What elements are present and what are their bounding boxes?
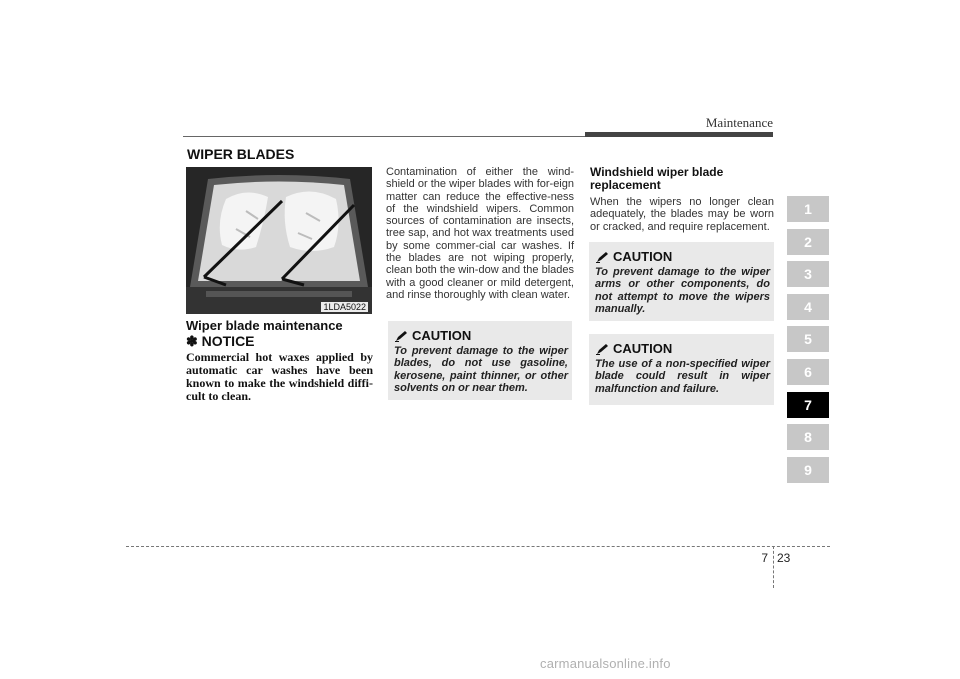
notice-body: Commercial hot waxes applied by automatic car washes have been known to make the windshield diffi-cult to clean. xyxy=(186,350,373,403)
caution-box-manual-move xyxy=(589,242,774,321)
caution-label: CAUTION xyxy=(613,341,673,356)
chapter-tab-5[interactable]: 5 xyxy=(787,326,829,352)
wiper-maintenance-heading: Wiper blade maintenance xyxy=(186,318,343,333)
footer-divider xyxy=(773,546,774,588)
caution-box-nonspecified-blade xyxy=(589,334,774,405)
windshield-illustration xyxy=(186,167,372,314)
footer-page-number: 23 xyxy=(777,551,791,565)
caution-heading xyxy=(595,249,770,264)
header-rule-accent xyxy=(585,132,773,137)
windshield-photo xyxy=(186,167,372,314)
watermark: carmanualsonline.info xyxy=(540,656,671,671)
replacement-paragraph: When the wipers no longer clean adequately, the blades may be worn or cracked, and require replacement. xyxy=(590,196,774,233)
chapter-tab-2[interactable]: 2 xyxy=(787,229,829,255)
caution-body: The use of a non-specified wiper blade could result in wiper malfunction and failure. xyxy=(595,358,770,395)
caution-heading xyxy=(394,328,568,343)
notice-icon: ✽ xyxy=(186,333,198,349)
chapter-tab-6[interactable]: 6 xyxy=(787,359,829,385)
caution-label: CAUTION xyxy=(613,249,673,264)
figure-code: 1LDA5022 xyxy=(323,302,366,312)
chapter-tabs xyxy=(787,196,829,489)
pencil-icon xyxy=(394,330,409,342)
chapter-tab-4[interactable]: 4 xyxy=(787,294,829,320)
chapter-tab-1[interactable]: 1 xyxy=(787,196,829,222)
chapter-tab-7[interactable]: 7 xyxy=(787,392,829,418)
notice-heading xyxy=(186,333,255,350)
caution-body: To prevent damage to the wiper blades, do not use gasoline, kerosene, paint thinner, or other solvents on or near them. xyxy=(394,345,568,394)
section-title: WIPER BLADES xyxy=(187,146,295,162)
replacement-heading: Windshield wiper blade replacement xyxy=(590,165,724,192)
caution-heading xyxy=(595,341,770,356)
footer-rule xyxy=(126,546,830,547)
pencil-icon xyxy=(595,343,610,355)
running-header: Maintenance xyxy=(705,115,773,130)
chapter-tab-9[interactable]: 9 xyxy=(787,457,829,483)
caution-body: To prevent damage to the wiper arms or other components, do not attempt to move the wipers manually. xyxy=(595,266,770,315)
chapter-tab-3[interactable]: 3 xyxy=(787,261,829,287)
pencil-icon xyxy=(595,251,610,263)
chapter-tab-8[interactable]: 8 xyxy=(787,424,829,450)
footer-chapter-number: 7 xyxy=(761,551,768,565)
caution-box-solvents xyxy=(388,321,572,400)
caution-label: CAUTION xyxy=(412,328,472,343)
notice-label: NOTICE xyxy=(201,333,255,349)
contamination-paragraph: Contamination of either the wind-shield or the wiper blades with for-eign matter can reduce the effective-ness of the windshield wipers. Common sources of contamination are insects, tree sap, and hot wax treatments used by some commer-cial car washes. If the blades are not wiping properly, clean both the win-dow and the blades with a good cleaner or mild detergent, and rinse thoroughly with clean water. xyxy=(386,166,574,301)
